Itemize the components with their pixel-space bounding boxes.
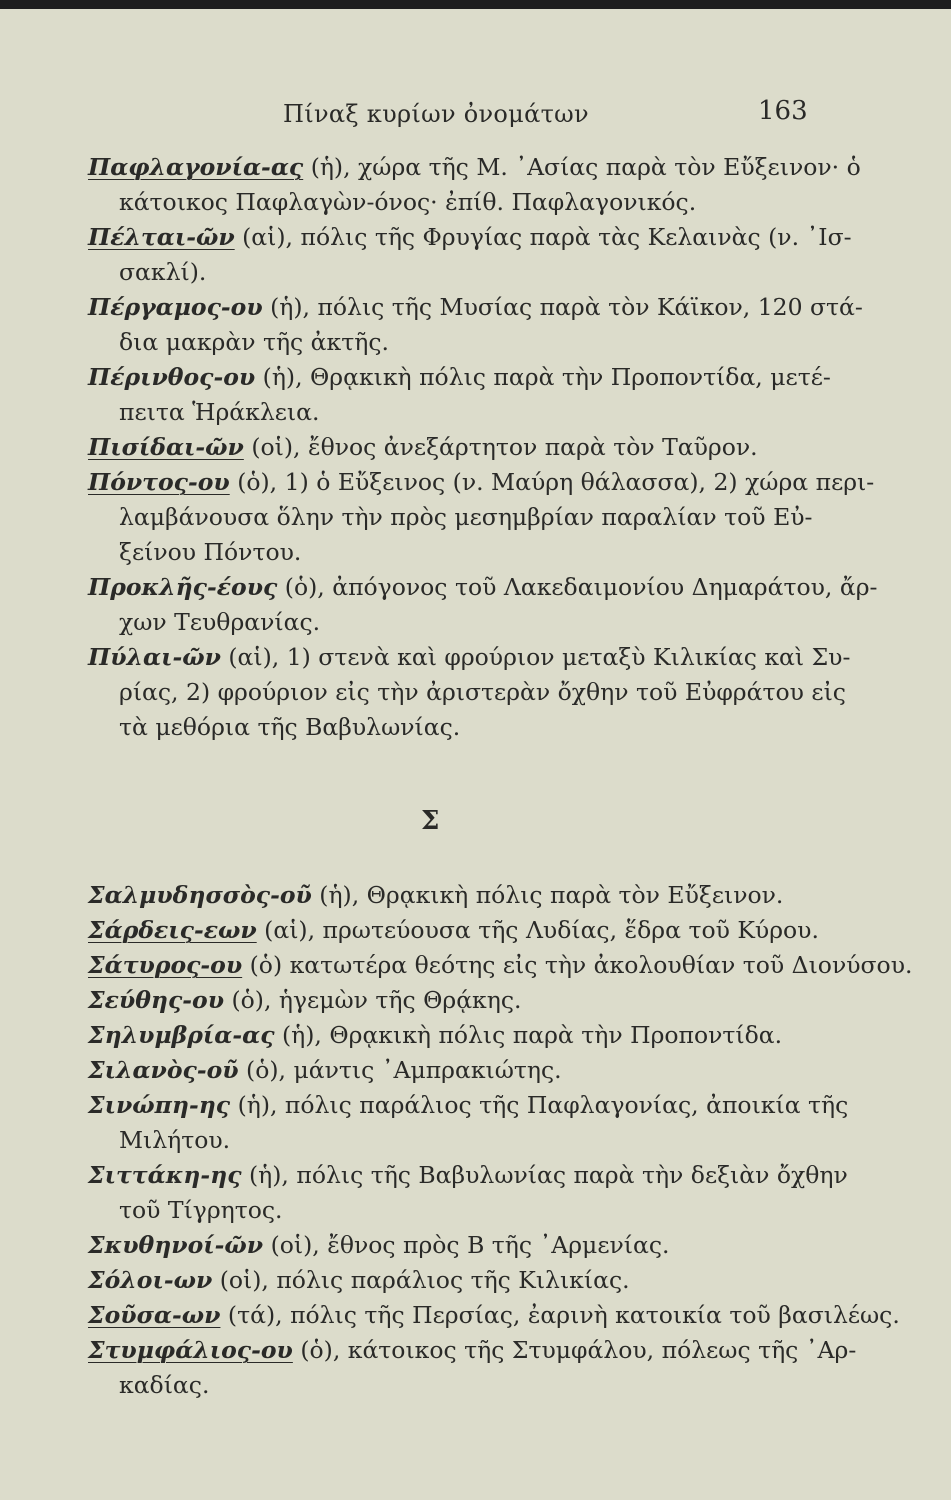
index-entry xyxy=(88,220,852,290)
entry-text: (αἱ), πόλις τῆς Φρυγίας παρὰ τὰς Κελαινὰς (ν. ᾿Ισ- xyxy=(234,223,852,251)
entry-line xyxy=(88,395,828,430)
entry-line xyxy=(88,570,878,605)
entry-text: (ἡ), χώρα τῆς Μ. ᾿Ασίας παρὰ τὸν Εὔξεινον· ὁ xyxy=(303,153,861,181)
entry-headword: Σόλοι-ων xyxy=(88,1266,213,1294)
entry-line xyxy=(88,150,861,185)
entry-line xyxy=(88,983,828,1018)
entry-line xyxy=(88,710,828,745)
entry-text: σακλί). xyxy=(119,258,207,286)
entry-line xyxy=(88,290,863,325)
page-header xyxy=(0,96,951,136)
entry-headword: Σαλμυδησσὸς-οῦ xyxy=(88,881,312,909)
entry-line xyxy=(88,913,828,948)
scan-top-edge xyxy=(0,0,951,9)
entry-text: (αἱ), πρωτεύουσα τῆς Λυδίας, ἕδρα τοῦ Κύρου. xyxy=(256,916,819,944)
entry-text: χων Τευθρανίας. xyxy=(119,608,321,636)
entry-text: τοῦ Τίγρητος. xyxy=(119,1196,283,1224)
entry-text: (ἡ), Θρᾳκικὴ πόλις παρὰ τὴν Προποντίδα, μετέ- xyxy=(255,363,831,391)
section-letter: Σ xyxy=(421,806,440,836)
index-entry xyxy=(88,1158,848,1228)
entry-text: Μιλήτου. xyxy=(119,1126,231,1154)
entry-headword: Στυμφάλιος-ου xyxy=(88,1336,293,1364)
index-entry xyxy=(88,1018,828,1053)
entry-line xyxy=(88,1158,848,1193)
entry-text: (ἡ), Θρᾳκικὴ πόλις παρὰ τὴν Προποντίδα. xyxy=(274,1021,783,1049)
entry-text: καδίας. xyxy=(119,1371,210,1399)
entry-headword: Σάρδεις-εων xyxy=(88,916,257,944)
index-entry xyxy=(88,1298,900,1333)
entry-text: (τά), πόλις τῆς Περσίας, ἐαρινὴ κατοικία τοῦ βασιλέως. xyxy=(220,1301,900,1329)
entry-line xyxy=(88,465,875,500)
entry-text: ρίας, 2) φρούριον εἰς τὴν ἀριστερὰν ὄχθην τοῦ Εὐφράτου εἰς xyxy=(119,678,846,706)
entry-headword: Σοῦσα-ων xyxy=(88,1301,221,1329)
entry-line xyxy=(88,1018,828,1053)
entry-line xyxy=(88,1228,828,1263)
entry-headword: Πέλται-ῶν xyxy=(88,223,235,251)
index-entry xyxy=(88,570,878,640)
entry-text: (οἱ), πόλις παράλιος τῆς Κιλικίας. xyxy=(212,1266,630,1294)
entry-line xyxy=(88,675,846,710)
entry-headword: Σιλανὸς-οῦ xyxy=(88,1056,239,1084)
page-number: 163 xyxy=(758,96,808,126)
entry-line xyxy=(88,430,828,465)
entry-line xyxy=(88,220,852,255)
entry-text: ξείνου Πόντου. xyxy=(119,538,302,566)
entry-headword: Σάτυρος-ου xyxy=(88,951,243,979)
entry-line xyxy=(88,605,828,640)
entry-headword: Προκλῆς-έους xyxy=(88,573,278,601)
index-entry xyxy=(88,640,851,745)
entry-line xyxy=(88,1123,828,1158)
entry-line xyxy=(88,1088,849,1123)
entry-text: λαμβάνουσα ὅλην τὴν πρὸς μεσημβρίαν παραλίαν τοῦ Εὐ- xyxy=(119,503,813,531)
entry-line xyxy=(88,325,828,360)
entry-line xyxy=(88,1298,900,1333)
entry-text: (ὁ) κατωτέρα θεότης εἰς τὴν ἀκολουθίαν τοῦ Διονύσου. xyxy=(242,951,913,979)
entry-text: (ἡ), πόλις τῆς Μυσίας παρὰ τὸν Κάϊκον, 120 στά- xyxy=(262,293,863,321)
entry-line xyxy=(88,360,831,395)
entry-text: (οἱ), ἔθνος πρὸς Β τῆς ᾿Αρμενίας. xyxy=(263,1231,670,1259)
entry-line xyxy=(88,1053,828,1088)
index-entry xyxy=(88,1088,849,1158)
entry-line xyxy=(88,535,828,570)
index-entry xyxy=(88,1228,828,1263)
entry-line xyxy=(88,1368,828,1403)
index-entry xyxy=(88,290,863,360)
index-entry xyxy=(88,360,831,430)
entry-headword: Πύλαι-ῶν xyxy=(88,643,221,671)
entry-text: (ὁ), μάντις ᾿Αμπρακιώτης. xyxy=(238,1056,562,1084)
entry-text: πειτα Ἡράκλεια. xyxy=(119,398,320,426)
entry-line xyxy=(88,1193,828,1228)
entry-line xyxy=(88,1263,828,1298)
index-entry xyxy=(88,948,913,983)
entry-line xyxy=(88,878,828,913)
entry-text: (οἱ), ἔθνος ἀνεξάρτητον παρὰ τὸν Ταῦρον. xyxy=(243,433,758,461)
entry-line xyxy=(88,948,913,983)
index-entry xyxy=(88,983,828,1018)
entry-text: (ἡ), πόλις τῆς Βαβυλωνίας παρὰ τὴν δεξιὰν ὄχθην xyxy=(241,1161,848,1189)
entry-line xyxy=(88,500,828,535)
entry-headword: Πόντος-ου xyxy=(88,468,230,496)
entry-headword: Πέργαμος-ου xyxy=(88,293,263,321)
index-entry xyxy=(88,465,875,570)
index-entries-pi xyxy=(88,150,878,745)
entry-headword: Παφλαγονία-ας xyxy=(88,153,304,181)
entry-headword: Σηλυμβρία-ας xyxy=(88,1021,275,1049)
index-entry xyxy=(88,150,861,220)
index-entries-sigma xyxy=(88,878,913,1403)
entry-headword: Πισίδαι-ῶν xyxy=(88,433,244,461)
entry-text: (ὁ), κάτοικος τῆς Στυμφάλου, πόλεως τῆς ᾿Αρ- xyxy=(292,1336,857,1364)
entry-text: δια μακρὰν τῆς ἀκτῆς. xyxy=(119,328,389,356)
index-entry xyxy=(88,913,828,948)
entry-text: κάτοικος Παφλαγὼν-όνος· ἐπίθ. Παφλαγονικός. xyxy=(119,188,697,216)
index-entry xyxy=(88,430,828,465)
entry-text: τὰ μεθόρια τῆς Βαβυλωνίας. xyxy=(119,713,461,741)
entry-headword: Σκυθηνοί-ῶν xyxy=(88,1231,264,1259)
index-entry xyxy=(88,1333,857,1403)
entry-text: (αἱ), 1) στενὰ καὶ φρούριον μεταξὺ Κιλικίας καὶ Συ- xyxy=(220,643,851,671)
index-entry xyxy=(88,878,828,913)
index-entry xyxy=(88,1263,828,1298)
entry-headword: Σινώπη-ης xyxy=(88,1091,231,1119)
entry-line xyxy=(88,1333,857,1368)
running-title: Πίναξ κυρίων ὀνομάτων xyxy=(283,100,589,128)
entry-line xyxy=(88,185,828,220)
index-entry xyxy=(88,1053,828,1088)
entry-line xyxy=(88,640,851,675)
entry-headword: Πέρινθος-ου xyxy=(88,363,256,391)
entry-text: (ὁ), 1) ὁ Εὔξεινος (ν. Μαύρη θάλασσα), 2) χώρα περι- xyxy=(229,468,875,496)
entry-headword: Σιττάκη-ης xyxy=(88,1161,242,1189)
entry-text: (ὁ), ἀπόγονος τοῦ Λακεδαιμονίου Δημαράτου, ἄρ- xyxy=(277,573,878,601)
entry-headword: Σεύθης-ου xyxy=(88,986,225,1014)
entry-text: (ἡ), Θρᾳκικὴ πόλις παρὰ τὸν Εὔξεινον. xyxy=(311,881,784,909)
entry-text: (ἡ), πόλις παράλιος τῆς Παφλαγονίας, ἀποικία τῆς xyxy=(230,1091,849,1119)
entry-text: (ὁ), ἡγεμὼν τῆς Θρᾴκης. xyxy=(224,986,522,1014)
entry-line xyxy=(88,255,828,290)
